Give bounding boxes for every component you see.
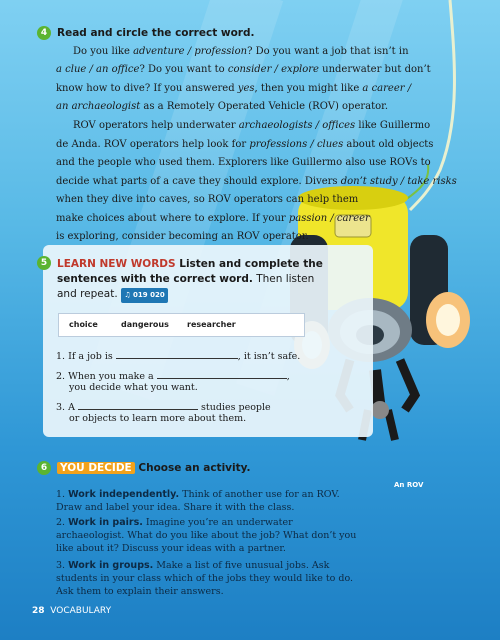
word-choice[interactable]: an archaeologist (56, 101, 141, 112)
word-box (58, 313, 305, 337)
exercise-item-1: 1. If a job is , it isn’t safe. (56, 351, 301, 362)
exercise-item-2: 2. When you make a , (56, 371, 290, 382)
section-6-number: 6 (37, 461, 51, 475)
word-choice[interactable]: adventure / profession (133, 46, 248, 57)
paragraph-line: Do you like adventure / profession? Do you want a job that isn’t in (73, 46, 409, 57)
exercise-item-3: 3. A studies people (56, 402, 271, 413)
paragraph-line: ROV operators help underwater archaeologists / offices like Guillermo (73, 120, 431, 131)
word-box-item: researcher (187, 320, 236, 329)
paragraph-line: is exploring, consider becoming an ROV operator. (56, 231, 309, 242)
answer-blank[interactable] (116, 349, 238, 359)
section-6-heading: YOU DECIDE Choose an activity. (57, 462, 251, 474)
word-choice[interactable]: a career / (362, 83, 412, 94)
section-4-number: 4 (37, 26, 51, 40)
paragraph-line: when they dive into caves, so ROV operators can help them (56, 194, 359, 205)
word-choice[interactable]: don’t study / take risks (340, 176, 457, 187)
activity-item: 3. Work in groups. Make a list of five unusual jobs. Ask students in your class which of the jobs they would like to do. Ask them to explain their answers. (56, 560, 354, 597)
page-number: 28 (32, 606, 45, 616)
activity-item: 2. Work in pairs. Imagine you’re an underwater archaeologist. What do you like about the job? What don’t you like about it? Discuss your ideas with a partner. (56, 517, 357, 554)
word-box-item: choice (69, 320, 98, 329)
word-choice[interactable]: archaeologists / offices (238, 120, 356, 131)
section-4-heading: Read and circle the correct word. (57, 27, 255, 39)
photo-caption: An ROV (394, 481, 424, 489)
word-choice[interactable]: professions / clues (249, 139, 344, 150)
word-choice[interactable]: consider / explore (227, 64, 319, 75)
paragraph-line: de Anda. ROV operators help look for professions / clues about old objects (56, 139, 434, 150)
paragraph-line: know how to dive? If you answered yes, then you might like a career / (56, 83, 412, 94)
paragraph-line: and the people who used them. Explorers like Guillermo also use ROVs to (56, 157, 431, 168)
audio-track-button[interactable]: ♫ 019 020 (121, 288, 167, 303)
you-decide-label: YOU DECIDE (57, 462, 135, 474)
page-footer (32, 606, 111, 616)
section-5-heading: LEARN NEW WORDS Listen and complete the sentences with the correct word. Then listen and repeat. ♫ 019 020 (57, 257, 323, 303)
word-choice[interactable]: a clue / an office (56, 64, 140, 75)
paragraph-line: decide what parts of a cave they should explore. Divers don’t study / take risks (56, 176, 457, 187)
answer-blank[interactable] (78, 400, 198, 410)
paragraph-line: make choices about where to explore. If your passion / career (56, 213, 370, 224)
exercise-item-3-line2: or objects to learn more about them. (69, 413, 247, 424)
paragraph-line: a clue / an office? Do you want to consider / explore underwater but don’t (56, 64, 431, 75)
exercise-item-2-line2: you decide what you want. (69, 382, 198, 393)
section-5-number: 5 (37, 256, 51, 270)
word-box-item: dangerous (121, 320, 169, 329)
activity-item: 1. Work independently. Think of another use for an ROV. Draw and label your idea. Share it with the class. (56, 489, 340, 513)
footer-label: VOCABULARY (50, 606, 112, 616)
answer-blank[interactable] (157, 369, 287, 379)
word-choice[interactable]: passion / career (288, 213, 370, 224)
paragraph-line: an archaeologist as a Remotely Operated Vehicle (ROV) operator. (56, 101, 389, 112)
